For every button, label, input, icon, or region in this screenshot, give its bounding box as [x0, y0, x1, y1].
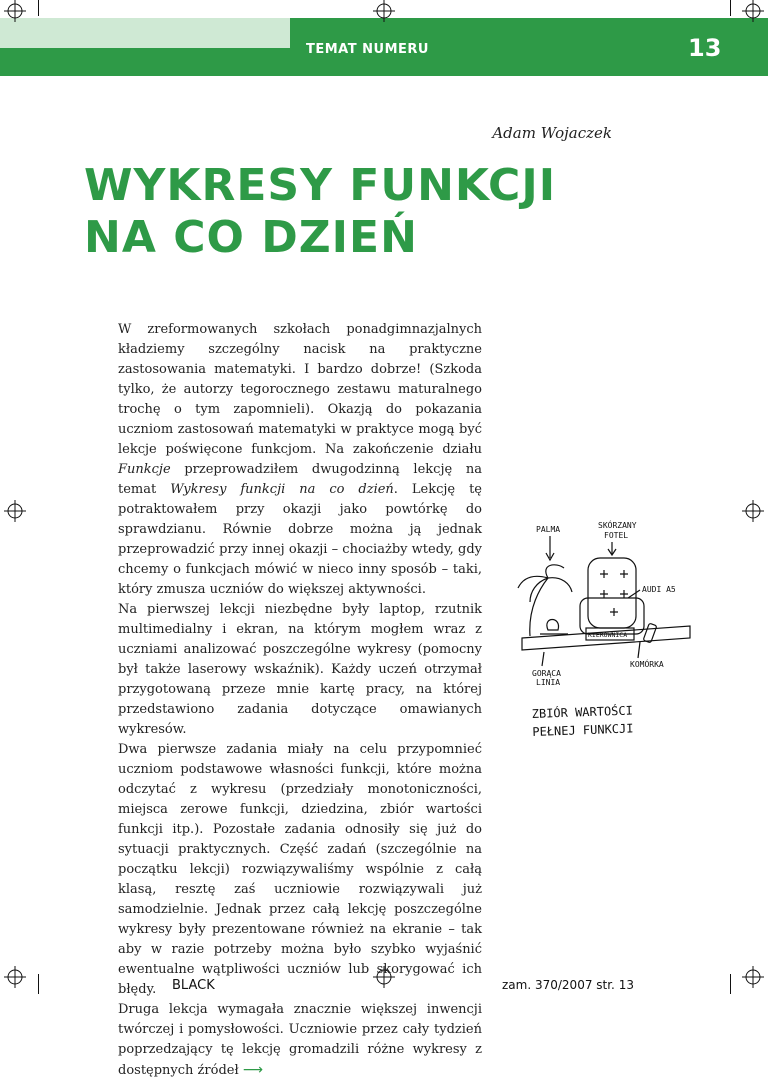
label-fotel: FOTEL: [604, 531, 629, 540]
label-audi: AUDI A5: [642, 585, 676, 594]
title-line-1: WYKRESY FUNKCJI: [84, 160, 557, 211]
phone: [540, 620, 568, 635]
paragraph: Na pierwszej lekcji niezbędne były laptop, rzutnik multimedialny i ekran, na którym mogłem wraz z uczniami analizować poszczególne wykresy (pomocny był także laserowy wskaźnik). Każdy uczeń otrzymał przygotowaną przeze mnie kartę pracy, na której przedstawiono zadania dotyczące omawianych wykresów.: [118, 602, 482, 737]
registration-mark-icon: [742, 500, 764, 522]
registration-mark-icon: [373, 0, 395, 22]
page-number: 13: [688, 34, 722, 62]
crop-mark: [38, 974, 39, 994]
continue-arrow-icon: ⟶: [242, 1062, 263, 1078]
label-komorka: KOMÓRKA: [630, 660, 664, 669]
illustration-caption: ZBIÓR WARTOŚCI PEŁNEJ FUNKCJI: [531, 703, 634, 739]
header-light-strip: [0, 18, 290, 48]
registration-mark-icon: [742, 0, 764, 22]
author-name: Adam Wojaczek: [492, 124, 612, 142]
article-title: [84, 160, 556, 264]
paragraph: Dwa pierwsze zadania miały na celu przypomnieć uczniom podstawowe własności funkcji, które można odczytać z wykresu (przedziały monotoniczności, miejsca zerowe funkcji, dziedzina, zbiór wartości funkcji itp.). Pozostałe zadania odnosiły się już do sytuacji praktycznych. Część zadań (szczególnie na początku lekcji) rozwiązywaliśmy wspólnie z całą klasą, resztę zaś uczniowie rozwiązywali już samodzielnie. Jednak przez całą lekcję poszczególne wykresy były prezentowane również na ekranie – tak aby w razie potrzeby można było szybko wyjaśnić ewentualne wątpliwości uczniów lub skorygować ich błędy.: [118, 742, 482, 997]
arrow-audi: [628, 590, 640, 598]
label-skorzany: SKÓRZANY: [598, 521, 637, 530]
paragraph: W zreformowanych szkołach ponadgimnazjalnych kładziemy szczególny nacisk na praktyczne zastosowania matematyki. I bardzo dobrze! (Szkoda tylko, że autorzy tegorocznego zestawu maturalnego trochę o tym zapomnieli). Okazją do pokazania uczniom zastosowań matematyki w praktyce mogą być lekcje poświęcone funkcjom. Na zakończenie działu Funkcje przeprowadziłem dwugodzinną lekcję na temat Wykresy funkcji na co dzień. Lekcję tę potraktowałem przy okazji jako powtórkę do sprawdzianu. Równie dobrze można ją jednak przeprowadzić przy innej okazji – chociażby wtedy, gdy chcemy o funkcjach mówić w nieco inny sposób – taki, który zmusza uczniów do większej aktywności.: [118, 322, 482, 597]
paragraph: Druga lekcja wymagała znacznie większej inwencji twórczej i pomysłowości. Uczniowie przez cały tydzień poprzedzający tę lekcję gromadzili różne wykresy z dostępnych źródeł ⟶: [118, 1002, 482, 1078]
registration-mark-icon: [4, 500, 26, 522]
registration-mark-icon: [742, 966, 764, 988]
label-linia: LINIA: [536, 678, 561, 687]
crop-mark: [730, 0, 731, 16]
label-palma: PALMA: [536, 525, 561, 534]
palm-trunk: [530, 578, 548, 636]
label-goraca: GORĄCA: [532, 669, 561, 678]
mobile-phone: [643, 623, 657, 643]
palm-leaves: [518, 565, 572, 602]
footer-job-label: zam. 370/2007 str. 13: [502, 978, 634, 992]
article-body: [118, 320, 482, 1081]
section-label: TEMAT NUMERU: [306, 42, 429, 57]
armchair-buttons: [600, 570, 628, 616]
armchair-back: [588, 558, 636, 628]
arrow-komorka: [638, 642, 640, 658]
crop-mark: [38, 0, 39, 16]
cartoon-illustration: [500, 518, 700, 688]
arrow-linia: [542, 652, 544, 666]
registration-mark-icon: [4, 966, 26, 988]
crop-mark: [730, 974, 731, 994]
label-kierownica: KIEROWNICA: [588, 631, 628, 639]
title-line-2: NA CO DZIEŃ: [84, 212, 418, 263]
registration-mark-icon: [4, 0, 26, 22]
footer-color-label: BLACK: [172, 978, 215, 993]
